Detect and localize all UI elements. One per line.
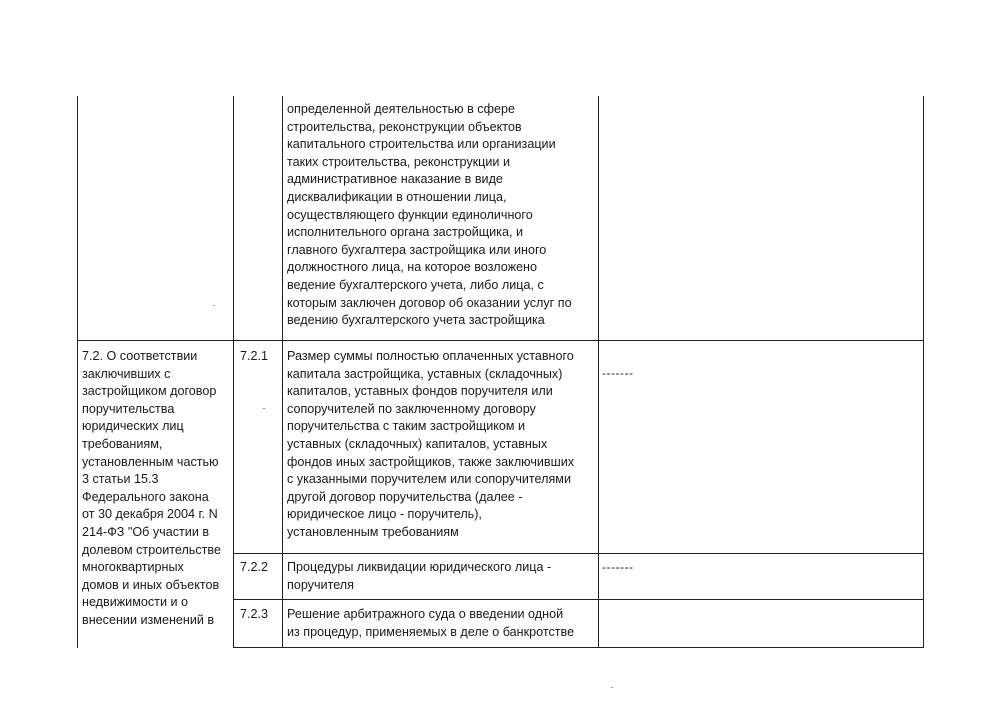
row-description: Размер суммы полностью оплаченных уставного капитала застройщика, уставных (складочных) капиталов, уставных фондов поручителя или сопоручителей по заключенному договору поручительства с таким застройщиком и уставных (складочных) капиталов, уставных фондов иных застройщиков, также заключивших с указанными поручителем или сопоручителями другой договор поручительства (далее - юридическое лицо - поручитель), установленным требованиям bbox=[287, 349, 575, 539]
table-border-right bbox=[923, 96, 924, 648]
table-row-separator bbox=[233, 553, 924, 554]
table-row-separator bbox=[233, 647, 924, 648]
row-value: ------- bbox=[602, 366, 634, 380]
table-divider-col2 bbox=[282, 96, 283, 648]
table-row-separator bbox=[77, 340, 924, 341]
table-divider-col3 bbox=[598, 96, 599, 648]
row-number: 7.2.2 bbox=[240, 560, 269, 574]
row-value: ------- bbox=[602, 560, 634, 574]
section-title: 7.2. О соответствии заключивших с застройщиком договор поручительства юридических лиц требованиям, установленным частью 3 статьи 15.3 Федерального закона от 30 декабря 2004 г. N 214-ФЗ "Об участии в долевом строительстве многоквартирных домов и иных объектов недвижимости и о внесении изменений в bbox=[82, 349, 221, 627]
table-divider-col1 bbox=[233, 96, 234, 648]
row-description: Решение арбитражного суда о введении одной из процедур, применяемых в деле о банкротстве bbox=[287, 607, 575, 639]
top-row-description: определенной деятельностью в сфере строительства, реконструкции объектов капитального строительства или организации таких строительства, реконструкции и административное наказание в виде дисквалификации в отношении лица, осуществляющего функции единоличного исполнительного органа застройщика, и главного бухгалтера застройщика или иного должностного лица, на которое возложено ведение бухгалтерского учета, либо лица, с которым заключен договор об оказании услуг по ведению бухгалтерского учета застройщика bbox=[287, 102, 572, 328]
table-row-separator bbox=[233, 599, 924, 600]
row-number: 7.2.1 bbox=[240, 349, 269, 363]
scan-speck bbox=[263, 408, 265, 409]
table-border-left bbox=[77, 96, 78, 648]
scan-speck bbox=[611, 687, 613, 688]
row-description: Процедуры ликвидации юридического лица - поручителя bbox=[287, 560, 552, 592]
scan-speck bbox=[213, 305, 215, 306]
row-number: 7.2.3 bbox=[240, 607, 269, 621]
